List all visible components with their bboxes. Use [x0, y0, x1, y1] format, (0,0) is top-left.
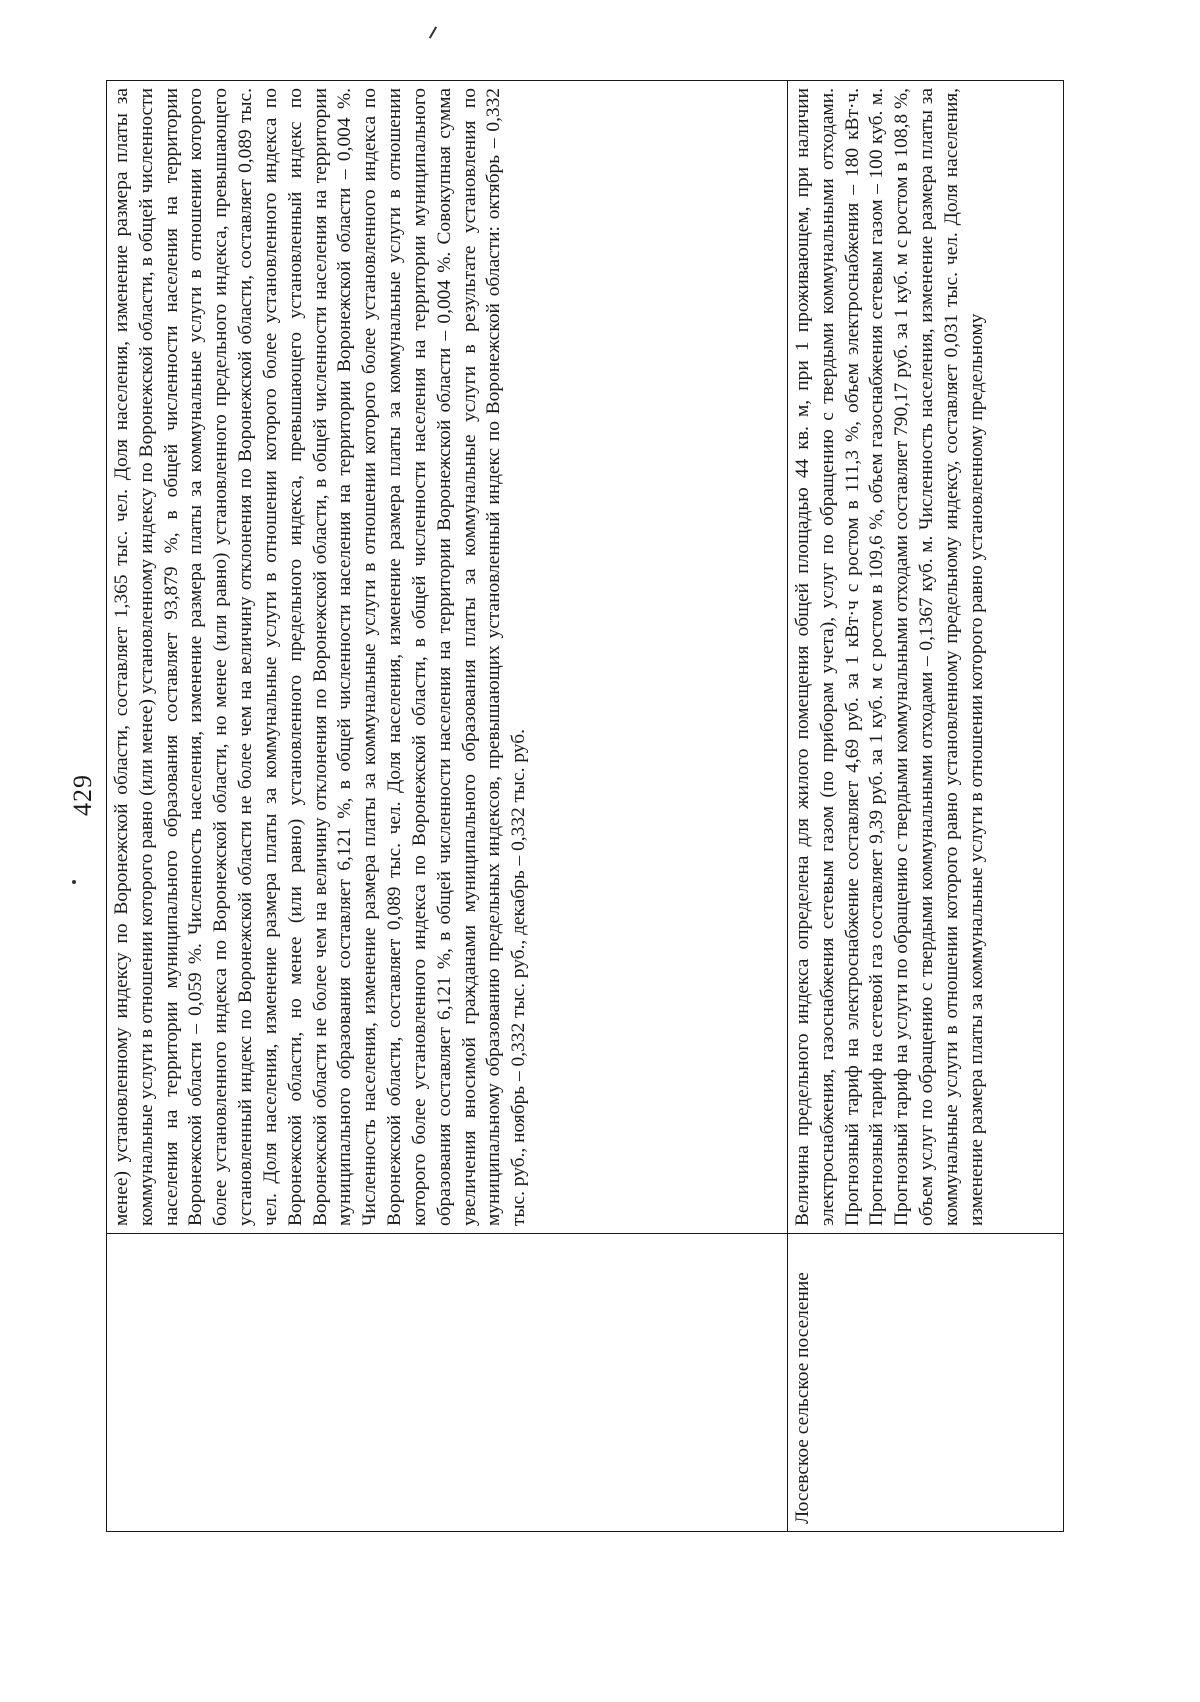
scan-mark-dot: [72, 880, 76, 884]
settlement-cell: Лосевское сельское поселение: [788, 1234, 1064, 1532]
document-table: [106, 80, 1064, 1532]
settlement-cell: [107, 1234, 788, 1532]
description-cell: менее) установленному индексу по Воронежской области, составляет 1,365 тыс. чел. Доля населения, изменение размера платы за коммунальные услуги в отношении которого равно (или менее) установленному индексу по Воронежской области, в общей численности населения на территории муниципального образования составляет 93,879 %, в общей численности населения на территории Воронежской области – 0,059 %. Численность населения, изменение размера платы за коммунальные услуги в отношении которого более установленного индекса по Воронежской области, но менее (или равно) установленного предельного индекса, превышающего установленный индекс по Воронежской области не более чем на величину отклонения по Воронежской области, составляет 0,089 тыс. чел. Доля населения, изменение размера платы за коммунальные услуги в отношении которого более установленного индекса по Воронежской области, но менее (или равно) установленного предельного индекса, превышающего установленный индекс по Воронежской области не более чем на величину отклонения по Воронежской области, в общей численности населения на территории муниципального образования составляет 6,121 %, в общей численности населения на территории Воронежской области – 0,004 %. Численность населения, изменение размера платы за коммунальные услуги в отношении которого более установленного индекса по Воронежской области, составляет 0,089 тыс. чел. Доля населения, изменение размера платы за коммунальные услуги в отношении которого более установленного индекса по Воронежской области, в общей численности населения на территории муниципального образования составляет 6,121 %, в общей численности населения на территории Воронежской области – 0,004 %. Совокупная сумма увеличения вносимой гражданами муниципального образования платы за коммунальные услуги в результате установления по муниципальному образованию предельных индексов, превышающих установленный индекс по Воронежской области: октябрь – 0,332 тыс. руб., ноябрь – 0,332 тыс. руб., декабрь – 0,332 тыс. руб.: [107, 81, 788, 1234]
rotated-table-wrapper: [106, 80, 1063, 1532]
table-row: [788, 81, 1064, 1532]
table-row: [107, 81, 788, 1532]
scan-mark-tick: [429, 26, 437, 38]
description-cell: Величина предельного индекса определена для жилого помещения общей площадью 44 кв. м, при 1 проживающем, при наличии электроснабжения, газоснабжения сетевым газом (по приборам учета), услуг по обращению с твердыми коммунальными отходами. Прогнозный тариф на электроснабжение составляет 4,69 руб. за 1 кВт·ч с ростом в 111,3 %, объем электроснабжения – 180 кВт·ч. Прогнозный тариф на сетевой газ составляет 9,39 руб. за 1 куб. м с ростом в 109,6 %, объем газоснабжения сетевым газом – 100 куб. м. Прогнозный тариф на услуги по обращению с твердыми коммунальными отходами составляет 790,17 руб. за 1 куб. м с ростом в 108,8 %, объем услуг по обращению с твердыми коммунальными отходами – 0,1367 куб. м. Численность населения, изменение размера платы за коммунальные услуги в отношении которого равно установленному предельному индексу, составляет 0,031 тыс. чел. Доля населения, изменение размера платы за коммунальные услуги в отношении которого равно установленному предельному: [788, 81, 1064, 1234]
page-number: 429: [68, 774, 97, 816]
